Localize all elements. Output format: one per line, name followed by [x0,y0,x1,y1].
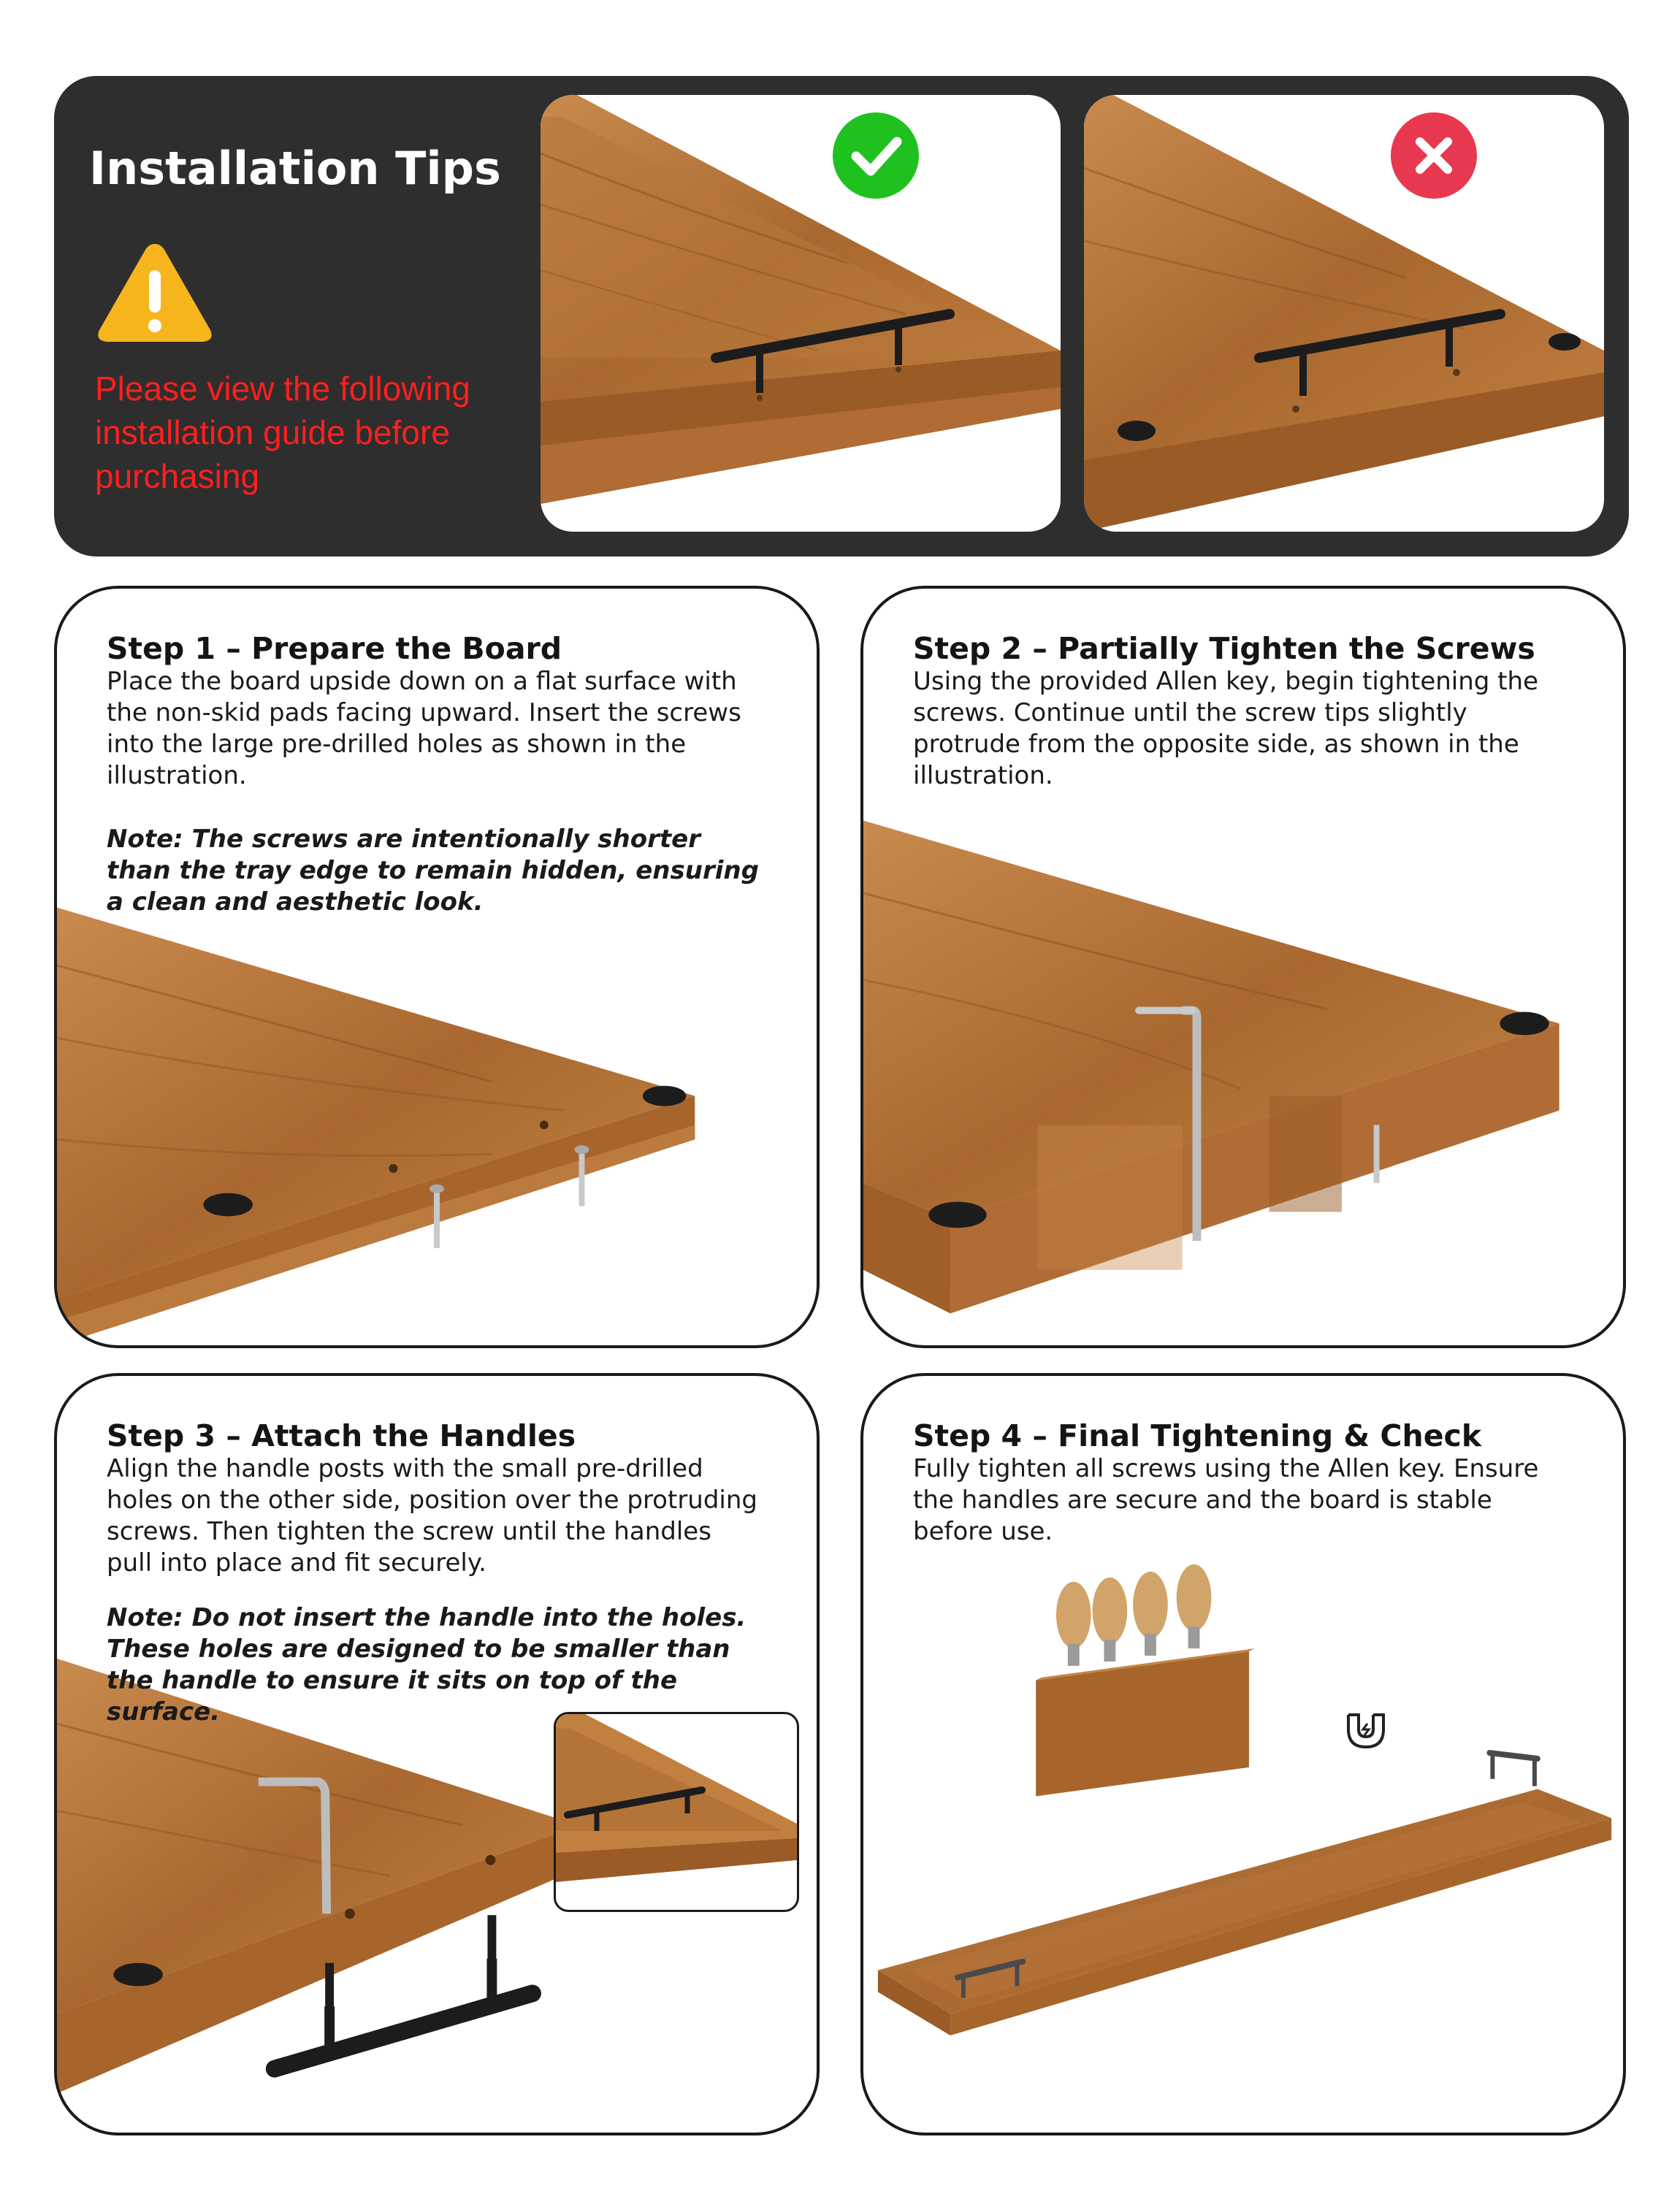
step-3-note-text: : Do not insert the handle into the holes. These holes are designed to be smaller than the handle to ensure it sits on top of the surface. [107,1603,747,1727]
banner-title: Installation Tips [89,142,501,195]
step-1-body: Place the board upside down on a flat surface with the non-skid pads facing upward. Insert the screws into the large pre-drilled holes as shown in the illustration. [107,667,741,790]
cross-icon [1391,112,1477,199]
step-1-card [54,586,820,1348]
step-3-note-label: Note [107,1603,174,1632]
step-1-title: Step 1 – Prepare the Board [107,631,562,666]
warning-message: Please view the following installation guide before purchasing [95,370,470,495]
handle-detail-inset [554,1712,799,1912]
step-4-title: Step 4 – Final Tightening & Check [913,1418,1482,1453]
step-4-body: Fully tighten all screws using the Allen key. Ensure the handles are secure and the board is stable before use. [913,1454,1539,1546]
check-icon [833,112,919,199]
knife-handles [1056,1564,1211,1666]
installation-tips-banner [54,76,1629,557]
step-2-body: Using the provided Allen key, begin tightening the screws. Continue until the screw tips slightly protrude from the opposite side, as shown in the illustration. [913,667,1538,790]
step-1-note [107,824,764,918]
magnet-icon [1338,1705,1385,1751]
step-2-card [860,586,1626,1348]
step-3-body: Align the handle posts with the small pre-drilled holes on the other side, position over the protruding screws. Then tighten the screw until the handles pull into place and fit securely. [107,1454,758,1578]
step-1-note-text: : The screws are intentionally shorter than the tray edge to remain hidden, ensuring a clean and aesthetic look. [107,825,759,917]
incorrect-installation-photo [1084,95,1604,532]
warning-icon [95,238,215,348]
step-2-title: Step 2 – Partially Tighten the Screws [913,631,1535,666]
step-1-note-label: Note [107,825,174,854]
step-4-card [860,1373,1626,2135]
correct-installation-photo [541,95,1061,532]
step-3-title: Step 3 – Attach the Handles [107,1418,576,1453]
step-3-note [107,1602,764,1728]
step-3-card [54,1373,820,2135]
